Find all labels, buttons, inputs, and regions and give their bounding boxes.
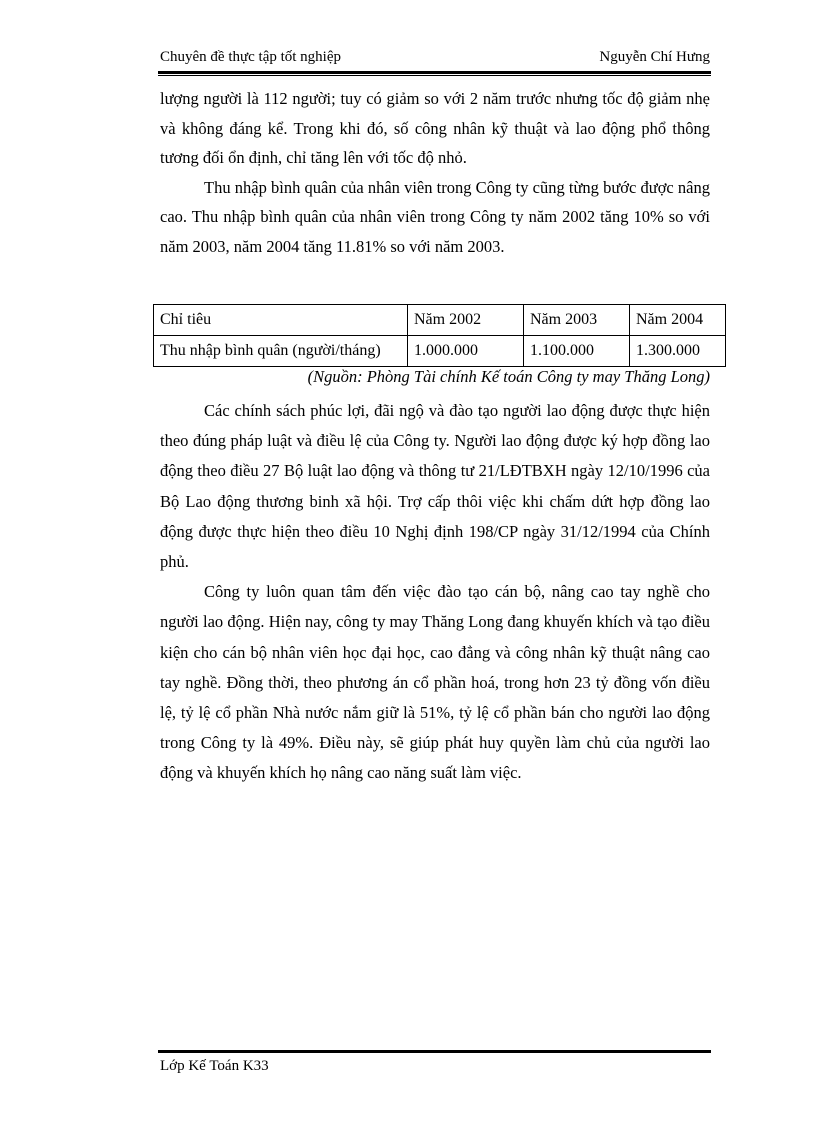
footer-class: Lớp Kế Toán K33: [160, 1058, 269, 1074]
table-header-cell: Năm 2003: [524, 305, 630, 336]
table-header-cell: Năm 2004: [630, 305, 726, 336]
paragraph: Công ty luôn quan tâm đến việc đào tạo cán bộ, nâng cao tay nghề cho người lao động. Hiện nay, công ty may Thăng Long đang khuyến khích và tạo điều kiện cho cán bộ nhân viên học đại học, cao đẳng và công nhân kỹ thuật nâng cao tay nghề. Đồng thời, theo phương án cổ phần hoá, trong hơn 23 tỷ đồng vốn điều lệ, tỷ lệ cổ phần Nhà nước nắm giữ là 51%, tỷ lệ cổ phần bán cho người lao động trong Công ty là 49%. Điều này, sẽ giúp phát huy quyền làm chủ của người lao động và khuyến khích họ nâng cao năng suất làm việc.: [160, 582, 710, 783]
header-rule: [158, 71, 711, 74]
footer-rule: [158, 1050, 711, 1053]
table-row: [154, 336, 726, 367]
paragraph: Các chính sách phúc lợi, đãi ngộ và đào tạo người lao động được thực hiện theo đúng pháp luật và điều lệ của Công ty. Người lao động được ký hợp đồng lao động theo điều 27 Bộ luật lao động và thông tư 21/LĐTBXH ngày 12/10/1996 của Bộ Lao động thương binh xã hội. Trợ cấp thôi việc khi chấm dứt hợp đồng lao động được thực hiện theo điều 10 Nghị định 198/CP ngày 31/12/1994 của Chính phủ.: [160, 401, 710, 572]
paragraph: lượng người là 112 người; tuy có giảm so với 2 năm trước nhưng tốc độ giảm nhẹ và không đáng kể. Trong khi đó, số công nhân kỹ thuật và lao động phổ thông tương đối ổn định, chỉ tăng lên với tốc độ nhỏ.: [160, 89, 710, 167]
body-text-bottom: [160, 396, 710, 789]
table-cell: 1.300.000: [630, 336, 726, 367]
paragraph: Thu nhập bình quân của nhân viên trong Công ty cũng từng bước được nâng cao. Thu nhập bình quân của nhân viên trong Công ty năm 2002 tăng 10% so với năm 2003, năm 2004 tăng 11.81% so với năm 2003.: [160, 177, 710, 256]
body-text-top: [160, 84, 710, 261]
income-table: [153, 304, 726, 367]
table-header-cell: Chỉ tiêu: [154, 305, 408, 336]
table-cell: 1.100.000: [524, 336, 630, 367]
table-source: (Nguồn: Phòng Tài chính Kế toán Công ty may Thăng Long): [307, 367, 710, 386]
header-author: Nguyễn Chí Hưng: [599, 49, 710, 65]
table-cell: 1.000.000: [408, 336, 524, 367]
table-header-row: [154, 305, 726, 336]
table-cell: Thu nhập bình quân (người/tháng): [154, 336, 408, 367]
header-title: Chuyên đề thực tập tốt nghiệp: [160, 49, 342, 65]
page-header: [160, 49, 710, 69]
table-header-cell: Năm 2002: [408, 305, 524, 336]
header-rule-thin: [158, 75, 711, 76]
